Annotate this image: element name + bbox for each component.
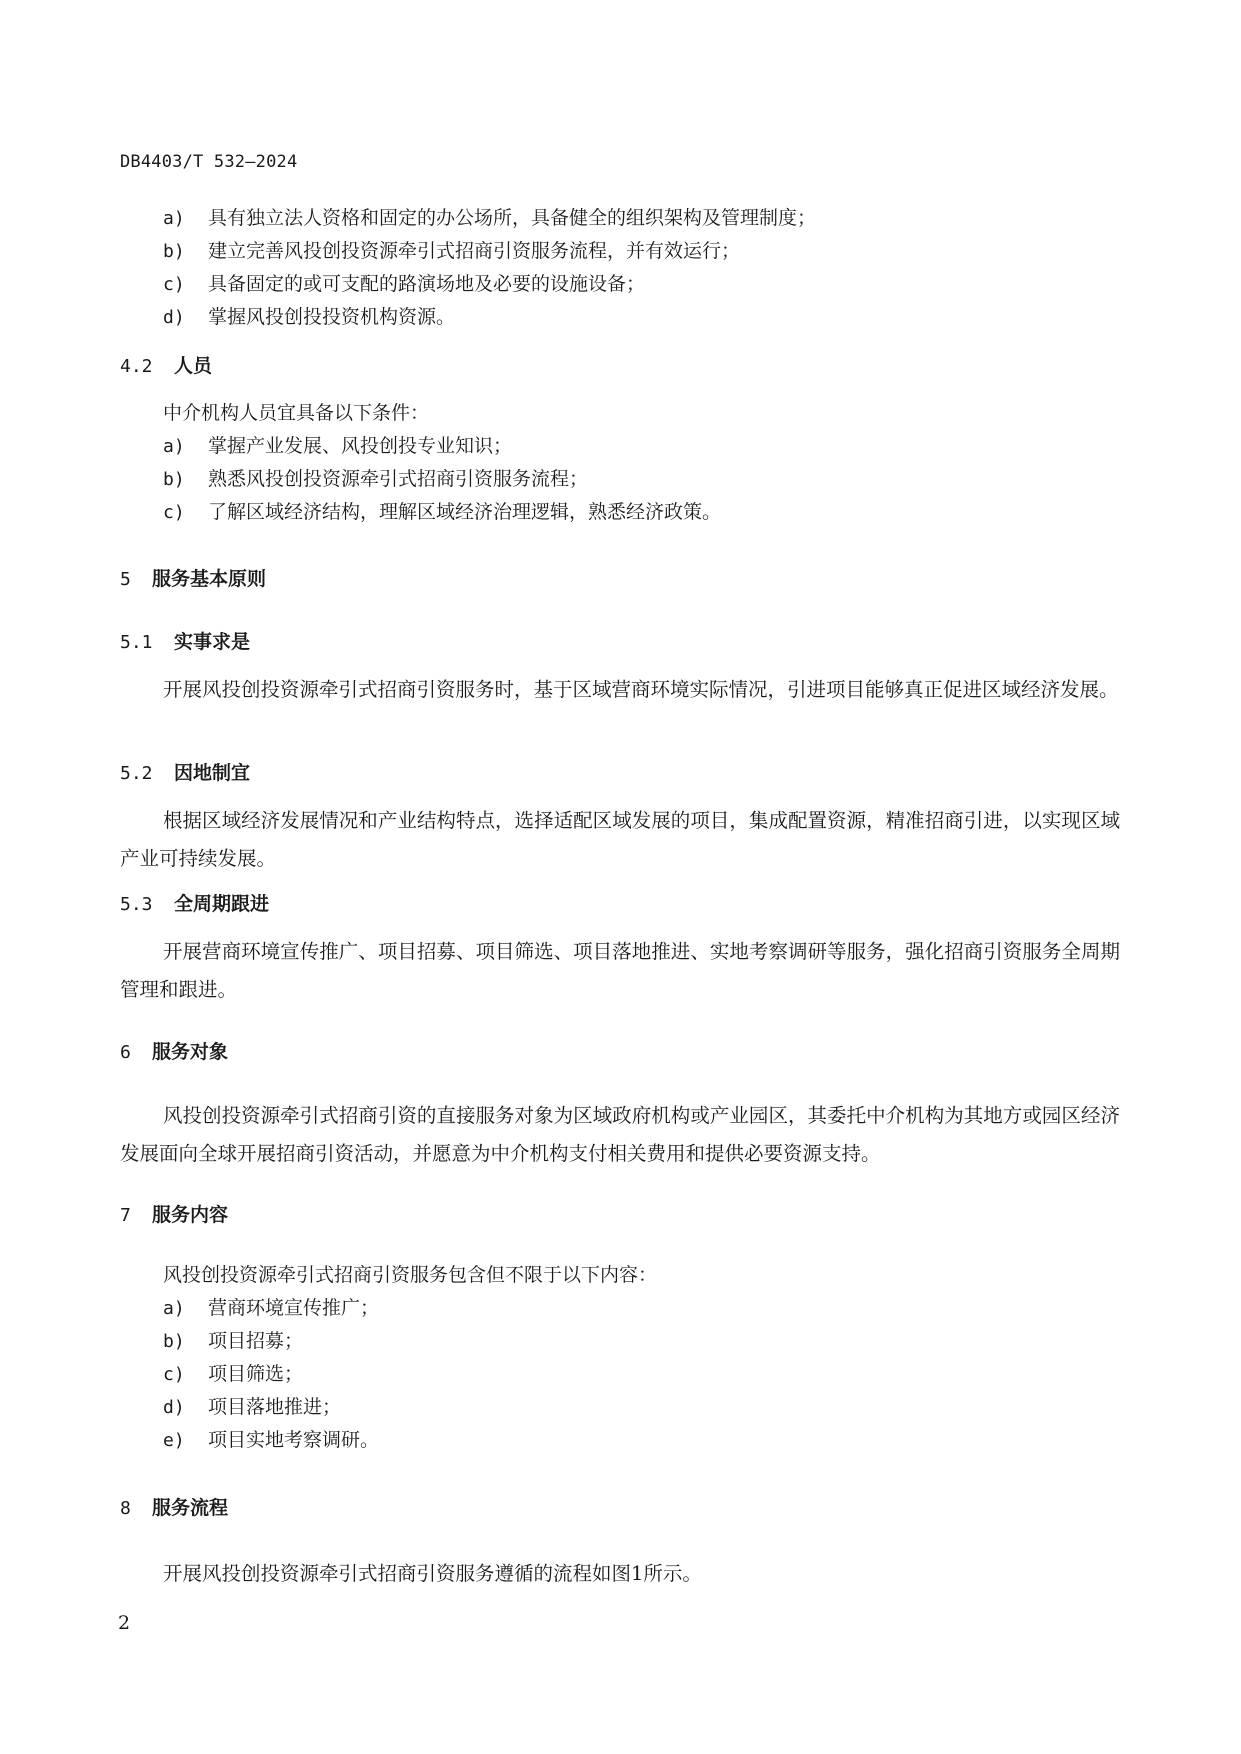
chapter-number: 5 (120, 569, 131, 590)
section-title: 人员 (174, 355, 213, 377)
chapter-title: 服务基本原则 (152, 568, 267, 590)
list-item-text: 掌握风投创投投资机构资源。 (208, 306, 456, 328)
section-5-2-paragraph: 根据区域经济发展情况和产业结构特点，选择适配区域发展的项目，集成配置资源，精准招商引进，以实现区域产业可持续发展。 (120, 809, 1120, 870)
list-item-text: 项目落地推进； (208, 1396, 342, 1418)
list-item-text: 项目筛选； (208, 1363, 304, 1385)
list-marker: e) (163, 1430, 185, 1451)
list-item (0, 496, 1241, 529)
section-number: 4.2 (120, 356, 153, 377)
section-heading-5-1 (120, 627, 250, 657)
list-item-text: 建立完善风投创投资源牵引式招商引资服务流程，并有效运行； (208, 240, 741, 262)
chapter-number: 8 (120, 1498, 131, 1519)
list-item (0, 235, 1241, 268)
list-item-text: 具有独立法人资格和固定的办公场所，具备健全的组织架构及管理制度； (208, 207, 817, 229)
chapter-title: 服务流程 (152, 1497, 229, 1519)
list-item-text: 掌握产业发展、风投创投专业知识； (208, 435, 513, 457)
section-4-2-lead: 中介机构人员宜具备以下条件： (163, 402, 430, 424)
list-item (0, 1325, 1241, 1358)
list-item (0, 1424, 1241, 1457)
page-number: 2 (118, 1612, 131, 1634)
list-marker: c) (163, 1364, 185, 1385)
section-number: 5.1 (120, 632, 153, 653)
list-marker: b) (163, 241, 185, 262)
personnel-conditions-list (0, 430, 1241, 529)
section-title: 因地制宜 (174, 762, 251, 784)
list-item-text: 熟悉风投创投资源牵引式招商引资服务流程； (208, 468, 589, 490)
section-heading-5-3 (120, 889, 269, 919)
list-item (0, 463, 1241, 496)
list-item (0, 1391, 1241, 1424)
list-item (0, 1292, 1241, 1325)
list-marker: a) (163, 1298, 185, 1319)
list-marker: c) (163, 502, 185, 523)
list-item (0, 301, 1241, 334)
chapter-number: 7 (120, 1205, 131, 1226)
chapter-8-paragraph: 开展风投创投资源牵引式招商引资服务遵循的流程如图1所示。 (163, 1562, 702, 1585)
chapter-6-paragraph: 风投创投资源牵引式招商引资的直接服务对象为区域政府机构或产业园区，其委托中介机构为其地方或园区经济发展面向全球开展招商引资活动，并愿意为中介机构支付相关费用和提供必要资源支持。 (120, 1104, 1120, 1165)
section-5-3-paragraph: 开展营商环境宣传推广、项目招募、项目筛选、项目落地推进、实地考察调研等服务，强化招商引资服务全周期管理和跟进。 (120, 940, 1120, 1001)
list-item (0, 268, 1241, 301)
list-marker: a) (163, 208, 185, 229)
section-heading-5-2 (120, 758, 250, 788)
list-marker: c) (163, 274, 185, 295)
chapter-title: 服务内容 (152, 1204, 229, 1226)
list-item-text: 营商环境宣传推广； (208, 1297, 380, 1319)
list-item (0, 1358, 1241, 1391)
org-conditions-list (0, 202, 1241, 334)
chapter-title: 服务对象 (152, 1041, 229, 1063)
list-marker: b) (163, 1331, 185, 1352)
list-item (0, 430, 1241, 463)
chapter-heading-8 (120, 1493, 228, 1523)
section-number: 5.2 (120, 763, 153, 784)
section-title: 全周期跟进 (174, 893, 270, 915)
service-content-list (0, 1292, 1241, 1457)
chapter-number: 6 (120, 1042, 131, 1063)
list-marker: b) (163, 469, 185, 490)
list-marker: a) (163, 436, 185, 457)
list-item-text: 了解区域经济结构，理解区域经济治理逻辑，熟悉经济政策。 (208, 501, 722, 523)
chapter-heading-7 (120, 1200, 228, 1230)
section-heading-4-2 (120, 351, 212, 381)
list-marker: d) (163, 1397, 185, 1418)
list-item (0, 202, 1241, 235)
chapter-7-lead: 风投创投资源牵引式招商引资服务包含但不限于以下内容： (163, 1264, 658, 1286)
section-title: 实事求是 (174, 631, 251, 653)
section-number: 5.3 (120, 894, 153, 915)
list-item-text: 项目实地考察调研。 (208, 1429, 380, 1451)
chapter-heading-5 (120, 564, 266, 594)
chapter-heading-6 (120, 1037, 228, 1067)
list-marker: d) (163, 307, 185, 328)
list-item-text: 具备固定的或可支配的路演场地及必要的设施设备； (208, 273, 646, 295)
document-code: DB4403/T 532—2024 (120, 152, 298, 172)
section-5-1-paragraph: 开展风投创投资源牵引式招商引资服务时，基于区域营商环境实际情况，引进项目能够真正促进区域经济发展。 (163, 678, 1119, 701)
list-item-text: 项目招募； (208, 1330, 304, 1352)
